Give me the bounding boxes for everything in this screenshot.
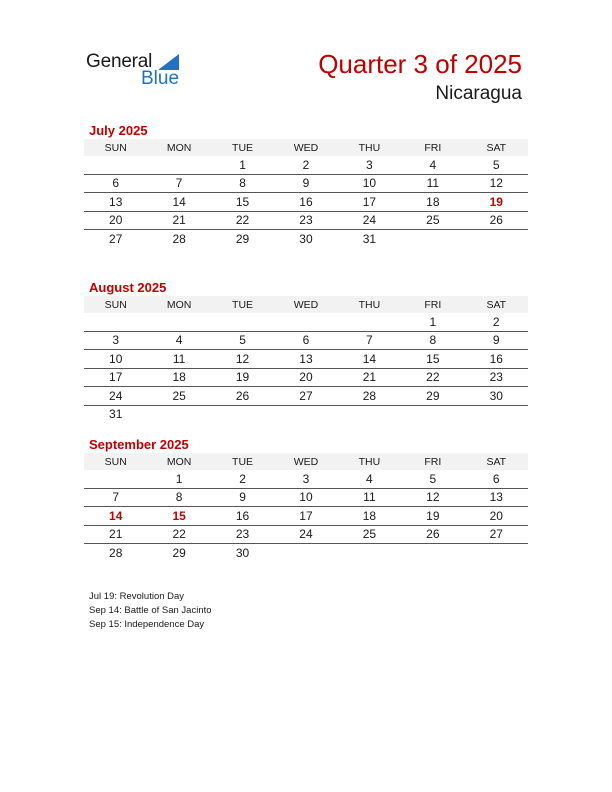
empty-day-cell bbox=[147, 313, 210, 331]
day-cell: 25 bbox=[147, 387, 210, 406]
empty-day-cell bbox=[84, 313, 147, 331]
day-cell: 5 bbox=[465, 156, 528, 174]
empty-day-cell bbox=[84, 156, 147, 174]
day-cell: 3 bbox=[338, 156, 401, 174]
day-cell: 17 bbox=[274, 507, 337, 526]
day-cell: 6 bbox=[465, 470, 528, 488]
month-title: August 2025 bbox=[89, 280, 167, 295]
day-cell: 4 bbox=[401, 156, 464, 174]
weekday-header-row bbox=[84, 296, 528, 313]
week-row bbox=[84, 387, 528, 406]
day-cell: 19 bbox=[401, 507, 464, 526]
day-cell: 4 bbox=[147, 331, 210, 350]
weekday-header: MON bbox=[147, 453, 210, 470]
day-cell: 27 bbox=[274, 387, 337, 406]
empty-day-cell bbox=[465, 405, 528, 423]
empty-day-cell bbox=[338, 313, 401, 331]
week-row bbox=[84, 211, 528, 230]
week-row bbox=[84, 156, 528, 174]
week-row bbox=[84, 544, 528, 562]
day-cell: 12 bbox=[211, 350, 274, 369]
weekday-header: WED bbox=[274, 296, 337, 313]
weekday-header: MON bbox=[147, 139, 210, 156]
day-cell: 8 bbox=[211, 174, 274, 193]
month-title: September 2025 bbox=[89, 437, 189, 452]
empty-day-cell bbox=[274, 405, 337, 423]
day-cell: 31 bbox=[109, 407, 123, 422]
day-cell: 10 bbox=[274, 488, 337, 507]
empty-day-cell bbox=[338, 544, 401, 562]
day-cell: 27 bbox=[465, 525, 528, 544]
day-cell: 13 bbox=[84, 193, 147, 212]
weekday-header: WED bbox=[274, 139, 337, 156]
day-cell: 10 bbox=[338, 174, 401, 193]
month-block bbox=[84, 279, 528, 423]
week-row bbox=[84, 470, 528, 488]
day-cell: 30 bbox=[299, 231, 313, 246]
day-cell: 28 bbox=[172, 231, 186, 246]
day-cell: 15 bbox=[211, 193, 274, 212]
day-cell: 11 bbox=[147, 350, 210, 369]
day-cell: 22 bbox=[211, 211, 274, 230]
day-cell: 8 bbox=[147, 488, 210, 507]
weekday-header: FRI bbox=[401, 453, 464, 470]
week-row bbox=[84, 368, 528, 387]
day-cell: 26 bbox=[465, 211, 528, 230]
empty-day-cell bbox=[211, 405, 274, 423]
day-cell: 20 bbox=[274, 368, 337, 387]
weekday-header: SAT bbox=[465, 453, 528, 470]
day-cell: 17 bbox=[84, 368, 147, 387]
day-cell: 26 bbox=[211, 387, 274, 406]
day-cell: 23 bbox=[274, 211, 337, 230]
empty-day-cell bbox=[274, 313, 337, 331]
day-cell: 20 bbox=[465, 507, 528, 526]
day-cell: 2 bbox=[274, 156, 337, 174]
page-title: Quarter 3 of 2025 bbox=[318, 49, 522, 79]
day-cell: 15 bbox=[401, 350, 464, 369]
day-cell: 2 bbox=[465, 313, 528, 331]
empty-day-cell bbox=[147, 156, 210, 174]
weekday-header: SAT bbox=[465, 139, 528, 156]
day-cell: 18 bbox=[401, 193, 464, 212]
day-cell: 2 bbox=[211, 470, 274, 488]
day-cell: 25 bbox=[338, 525, 401, 544]
holiday-note: Sep 14: Battle of San Jacinto bbox=[89, 605, 212, 616]
week-row bbox=[84, 488, 528, 507]
week-row bbox=[84, 405, 528, 423]
day-cell: 16 bbox=[211, 507, 274, 526]
day-cell: 22 bbox=[401, 368, 464, 387]
empty-day-cell bbox=[274, 544, 337, 562]
day-cell: 19 bbox=[465, 193, 528, 212]
empty-day-cell bbox=[401, 405, 464, 423]
day-cell: 16 bbox=[274, 193, 337, 212]
logo-word-general: General bbox=[86, 51, 153, 72]
day-cell: 18 bbox=[338, 507, 401, 526]
day-cell: 16 bbox=[465, 350, 528, 369]
weekday-header-row bbox=[84, 139, 528, 156]
holiday-notes bbox=[89, 590, 212, 632]
day-cell: 13 bbox=[465, 488, 528, 507]
day-cell: 21 bbox=[84, 525, 147, 544]
month-calendar-table bbox=[84, 139, 528, 248]
weekday-header: SUN bbox=[84, 139, 147, 156]
day-cell: 11 bbox=[338, 488, 401, 507]
day-cell: 19 bbox=[211, 368, 274, 387]
day-cell: 1 bbox=[401, 313, 464, 331]
day-cell: 5 bbox=[401, 470, 464, 488]
empty-day-cell bbox=[465, 230, 528, 248]
day-cell: 12 bbox=[401, 488, 464, 507]
day-cell: 15 bbox=[147, 507, 210, 526]
day-cell: 31 bbox=[362, 231, 377, 246]
day-cell: 28 bbox=[338, 387, 401, 406]
weekday-header: THU bbox=[338, 453, 401, 470]
day-cell: 7 bbox=[338, 331, 401, 350]
day-cell: 1 bbox=[147, 470, 210, 488]
empty-day-cell bbox=[147, 405, 210, 423]
weekday-header: THU bbox=[338, 139, 401, 156]
empty-day-cell bbox=[401, 544, 464, 562]
day-cell: 10 bbox=[84, 350, 147, 369]
month-calendar-table bbox=[84, 296, 528, 423]
day-cell: 4 bbox=[338, 470, 401, 488]
day-cell: 5 bbox=[211, 331, 274, 350]
day-cell: 7 bbox=[84, 488, 147, 507]
day-cell: 23 bbox=[211, 525, 274, 544]
country-name: Nicaragua bbox=[435, 83, 522, 104]
logo-word-blue: Blue bbox=[141, 68, 180, 89]
day-cell: 6 bbox=[274, 331, 337, 350]
day-cell: 24 bbox=[274, 525, 337, 544]
day-cell: 7 bbox=[147, 174, 210, 193]
weekday-header: SUN bbox=[84, 296, 147, 313]
day-cell: 20 bbox=[84, 211, 147, 230]
month-block bbox=[84, 122, 528, 248]
week-row bbox=[84, 313, 528, 331]
day-cell: 21 bbox=[147, 211, 210, 230]
month-calendar-table bbox=[84, 453, 528, 562]
week-row bbox=[84, 230, 528, 248]
empty-day-cell bbox=[338, 405, 401, 423]
day-cell: 14 bbox=[338, 350, 401, 369]
day-cell: 12 bbox=[465, 174, 528, 193]
weekday-header: MON bbox=[147, 296, 210, 313]
weekday-header: SUN bbox=[84, 453, 147, 470]
day-cell: 3 bbox=[84, 331, 147, 350]
day-cell: 30 bbox=[235, 545, 250, 560]
day-cell: 14 bbox=[84, 507, 147, 526]
day-cell: 13 bbox=[274, 350, 337, 369]
day-cell: 17 bbox=[338, 193, 401, 212]
weekday-header: FRI bbox=[401, 139, 464, 156]
week-row bbox=[84, 525, 528, 544]
week-row bbox=[84, 193, 528, 212]
day-cell: 18 bbox=[147, 368, 210, 387]
day-cell: 3 bbox=[274, 470, 337, 488]
day-cell: 26 bbox=[401, 525, 464, 544]
day-cell: 23 bbox=[465, 368, 528, 387]
week-row bbox=[84, 507, 528, 526]
day-cell: 1 bbox=[211, 156, 274, 174]
holiday-note: Jul 19: Revolution Day bbox=[89, 591, 185, 602]
weekday-header: FRI bbox=[401, 296, 464, 313]
empty-day-cell bbox=[211, 313, 274, 331]
week-row bbox=[84, 350, 528, 369]
day-cell: 28 bbox=[109, 545, 123, 560]
weekday-header: SAT bbox=[465, 296, 528, 313]
month-title: July 2025 bbox=[89, 123, 148, 138]
week-row bbox=[84, 174, 528, 193]
weekday-header: TUE bbox=[211, 139, 274, 156]
day-cell: 29 bbox=[401, 387, 464, 406]
day-cell: 21 bbox=[338, 368, 401, 387]
day-cell: 6 bbox=[84, 174, 147, 193]
day-cell: 27 bbox=[109, 231, 123, 246]
month-block bbox=[84, 436, 528, 562]
weekday-header: TUE bbox=[211, 296, 274, 313]
empty-day-cell bbox=[465, 544, 528, 562]
day-cell: 29 bbox=[235, 231, 250, 246]
day-cell: 9 bbox=[465, 331, 528, 350]
day-cell: 9 bbox=[274, 174, 337, 193]
general-blue-logo bbox=[86, 51, 186, 89]
day-cell: 9 bbox=[211, 488, 274, 507]
weekday-header-row bbox=[84, 453, 528, 470]
day-cell: 11 bbox=[401, 174, 464, 193]
weekday-header: THU bbox=[338, 296, 401, 313]
day-cell: 30 bbox=[465, 387, 528, 406]
day-cell: 8 bbox=[401, 331, 464, 350]
week-row bbox=[84, 331, 528, 350]
weekday-header: TUE bbox=[211, 453, 274, 470]
holiday-note: Sep 15: Independence Day bbox=[89, 619, 205, 630]
day-cell: 24 bbox=[338, 211, 401, 230]
day-cell: 24 bbox=[84, 387, 147, 406]
day-cell: 14 bbox=[147, 193, 210, 212]
day-cell: 22 bbox=[147, 525, 210, 544]
empty-day-cell bbox=[84, 470, 147, 488]
day-cell: 29 bbox=[172, 545, 186, 560]
day-cell: 25 bbox=[401, 211, 464, 230]
empty-day-cell bbox=[401, 230, 464, 248]
weekday-header: WED bbox=[274, 453, 337, 470]
